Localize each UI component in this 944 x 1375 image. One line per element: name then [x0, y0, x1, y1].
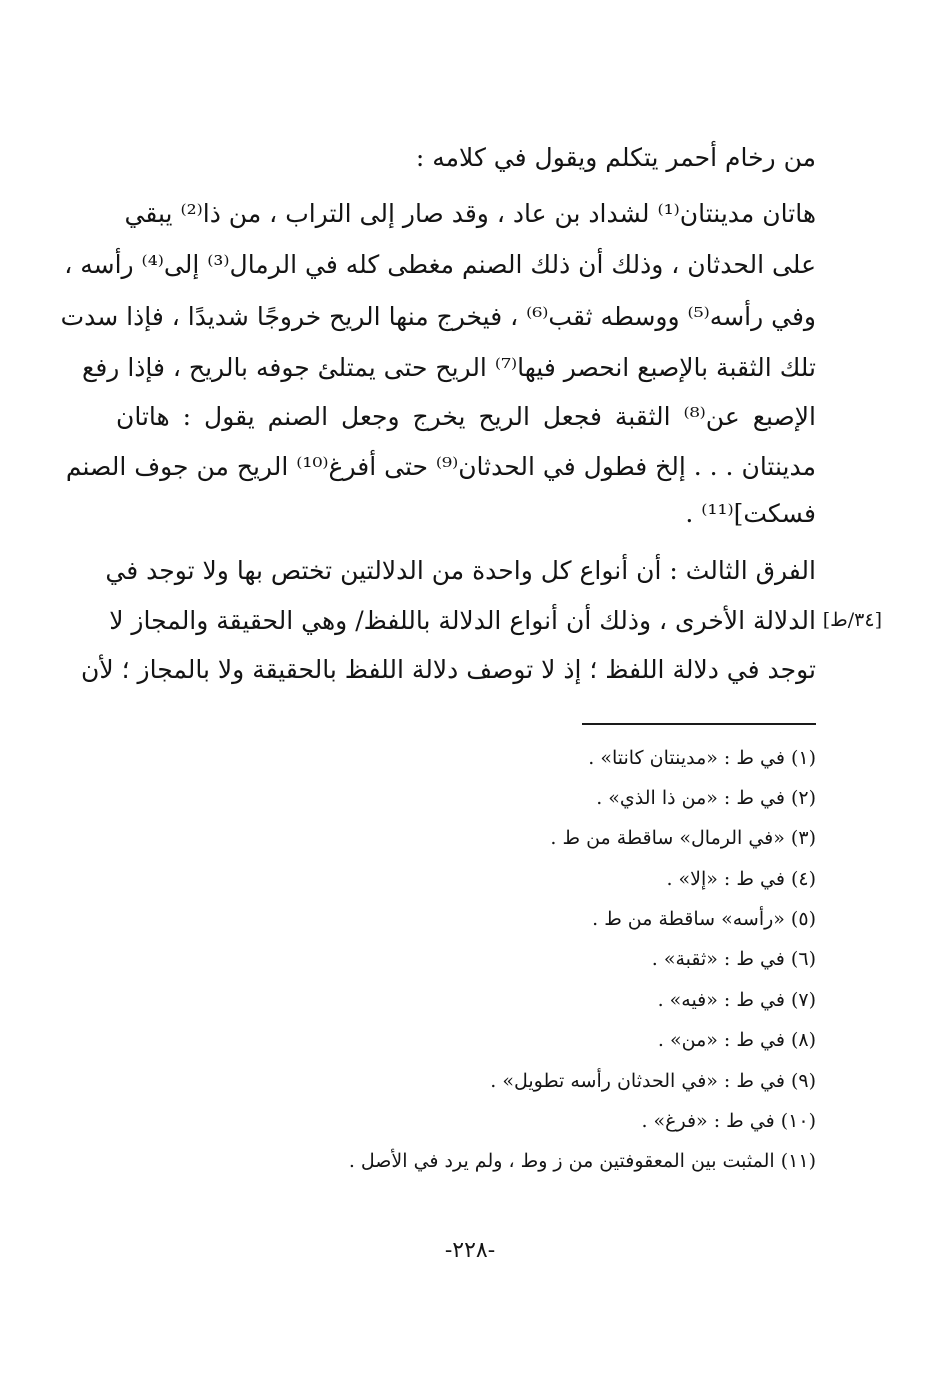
footnote: (٧) في ط : «فيه» .: [657, 989, 816, 1011]
body-line: هاتان مدينتان⁽¹⁾ لشداد بن عاد ، وقد صار إلى التراب ، من ذا⁽²⁾ يبقي: [124, 199, 816, 228]
footnote: (١٠) في ط : «فرغ» .: [641, 1110, 816, 1132]
footnote: (١) في ط : «مدينتان كانتا» .: [588, 747, 816, 769]
footnote: (٤) في ط : «إلا» .: [666, 868, 816, 890]
body-line: من رخام أحمر يتكلم ويقول في كلامه :: [415, 143, 816, 172]
body-line: تلك الثقبة بالإصبع انحصر فيها⁽⁷⁾ الريح حتى يمتلئ جوفه بالريح ، فإذا رفع: [82, 353, 816, 382]
body-line: وفي رأسه⁽⁵⁾ ووسطه ثقب⁽⁶⁾ ، فيخرج منها الريح خروجًا شديدًا ، فإذا سدت: [60, 302, 816, 331]
margin-reference-note: [٣٤/ط]: [822, 609, 882, 631]
footnote: (٣) «في الرمال» ساقطة من ط .: [550, 827, 816, 849]
page-number: -٢٢٨-: [444, 1238, 496, 1263]
body-line: الدلالة الأخرى ، وذلك أن أنواع الدلالة باللفظ/ وهي الحقيقة والمجاز لا: [109, 606, 816, 635]
footnote: (٨) في ط : «من» .: [657, 1029, 816, 1051]
body-line: الفرق الثالث : أن أنواع كل واحدة من الدلالتين تختص بها ولا توجد في: [105, 556, 816, 585]
body-line: فسكت]⁽¹¹⁾ .: [685, 499, 816, 528]
body-line: توجد في دلالة اللفظ ؛ إذ لا توصف دلالة اللفظ بالحقيقة ولا بالمجاز ؛ لأن: [81, 655, 816, 684]
body-line: على الحدثان ، وذلك أن ذلك الصنم مغطى كله في الرمال⁽³⁾ إلى⁽⁴⁾ رأسه ،: [64, 250, 816, 279]
body-line: الإصبع عن⁽⁸⁾ الثقبة فجعل الريح يخرج وجعل الصنم يقول : هاتان: [116, 402, 816, 431]
footnote: (٢) في ط : «من ذا الذي» .: [596, 787, 816, 809]
footnote: (١١) المثبت بين المعقوفتين من ز وط ، ولم يرد في الأصل .: [348, 1150, 816, 1172]
footnote: (٥) «رأسه» ساقطة من ط .: [592, 908, 816, 930]
footnote: (٩) في ط : «في الحدثان رأسه تطويل» .: [490, 1070, 816, 1092]
footnote: (٦) في ط : «ثقبة» .: [651, 948, 816, 970]
footnote-separator: [582, 723, 816, 725]
body-line: مدينتان . . . إلخ فطول في الحدثان⁽⁹⁾ حتى أفرغ⁽¹⁰⁾ الريح من جوف الصنم: [65, 452, 816, 481]
